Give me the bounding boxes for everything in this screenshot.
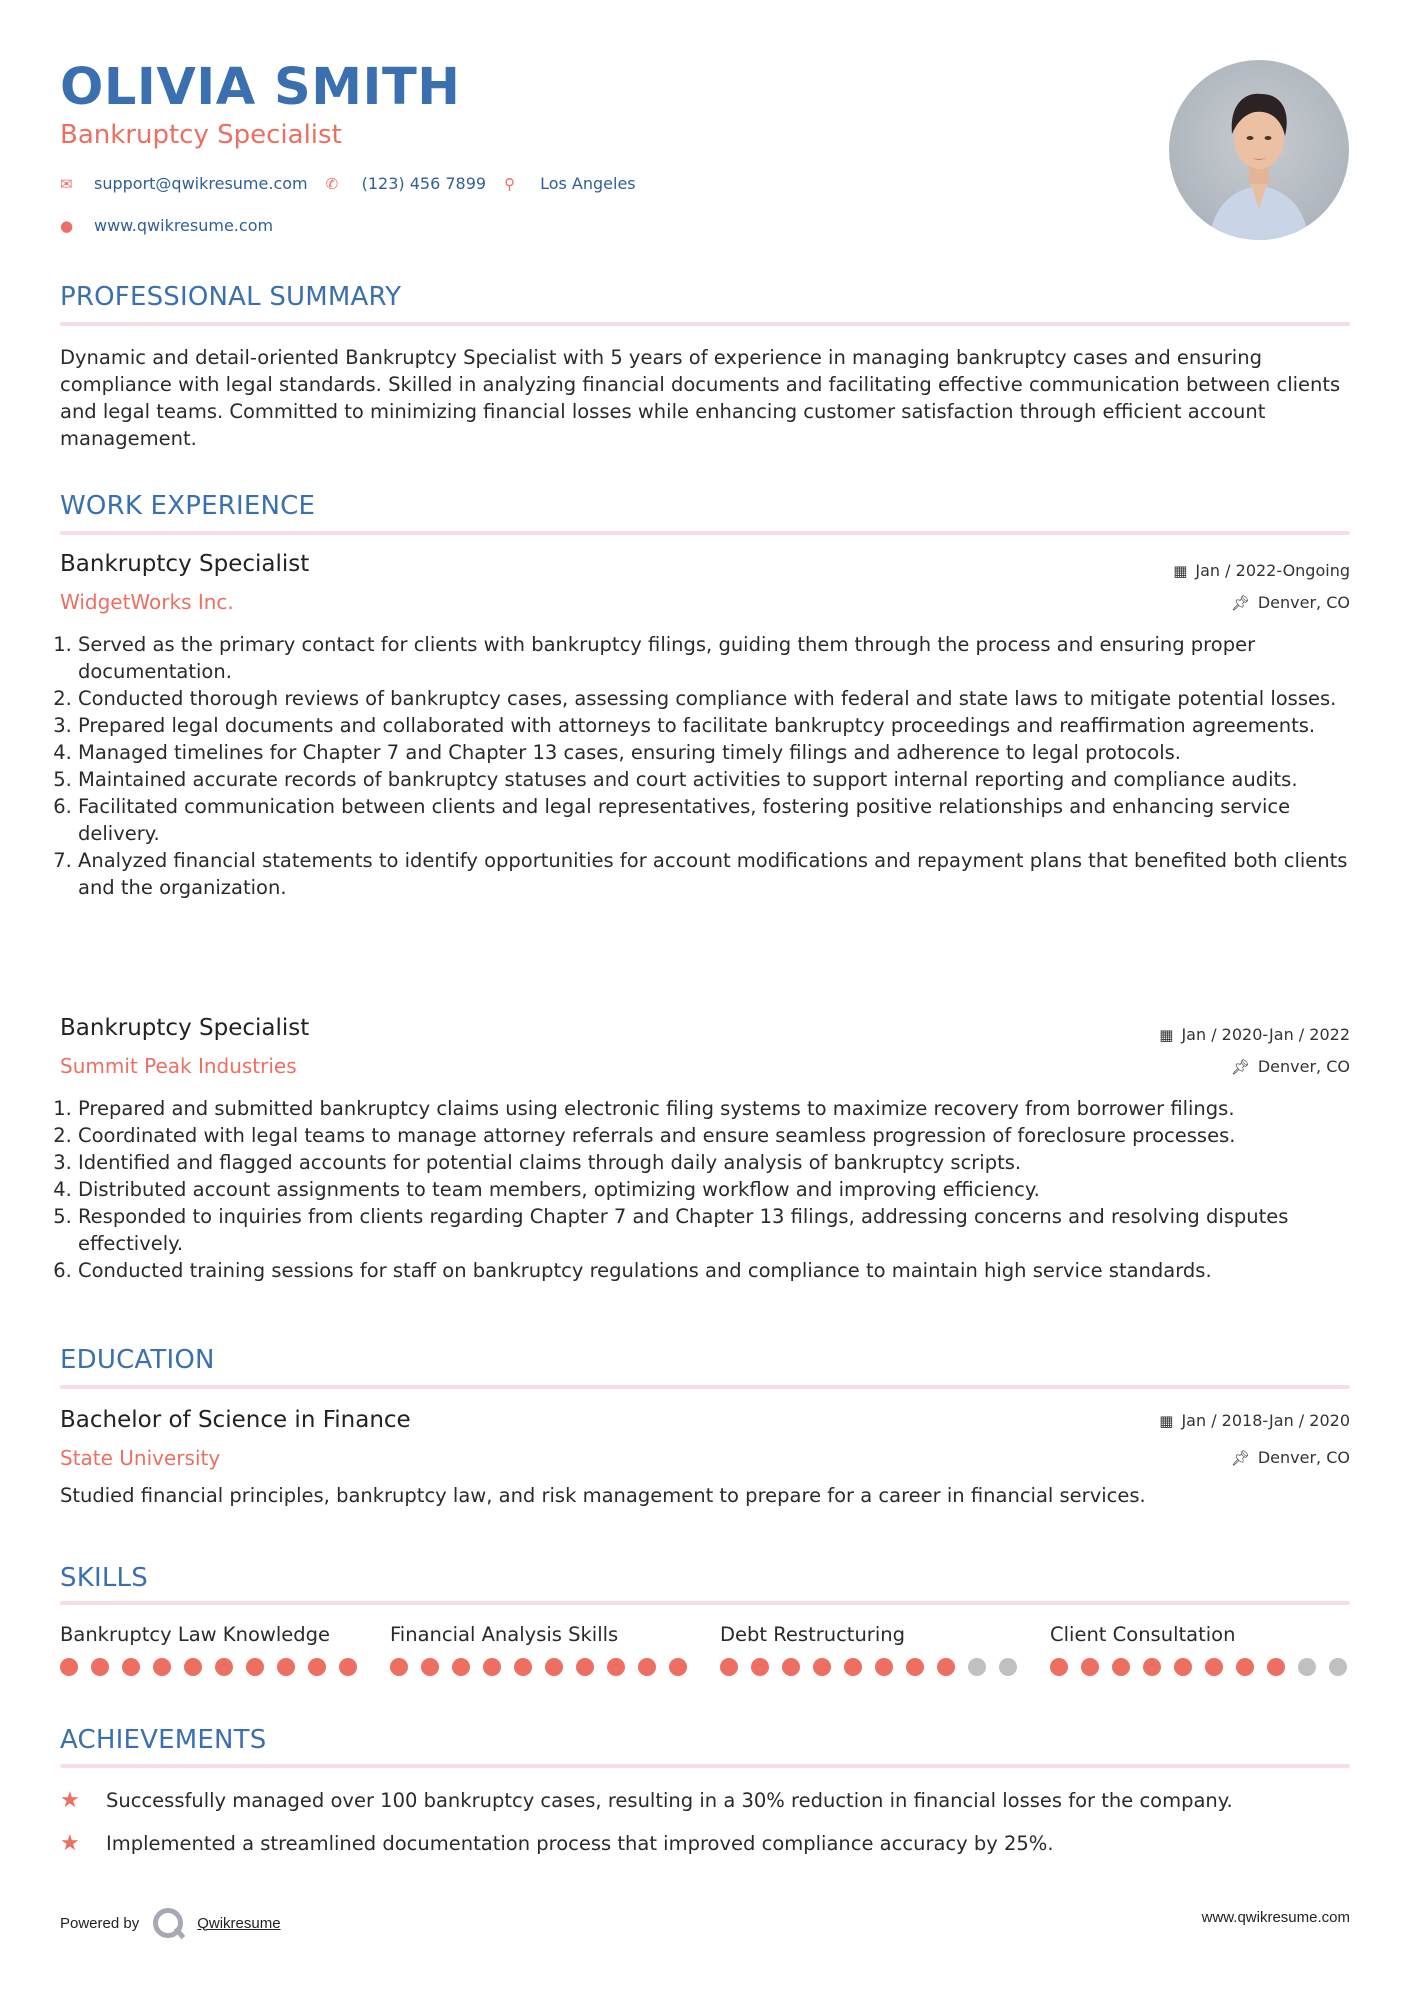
candidate-title: Bankruptcy Specialist bbox=[60, 120, 342, 150]
bullet-item: 3. Prepared legal documents and collaborated with attorneys to facilitate bankruptcy proceedings and reaffirmation agreements. bbox=[78, 712, 1373, 739]
skill-item bbox=[1050, 1623, 1350, 1676]
job-location bbox=[1231, 1057, 1350, 1076]
skill-item bbox=[720, 1623, 1020, 1676]
job-location-text: Denver, CO bbox=[1257, 1057, 1350, 1076]
bullet-item: 6. Conducted training sessions for staff on bankruptcy regulations and compliance to maintain high service standards. bbox=[78, 1257, 1373, 1284]
rating-dot-filled bbox=[576, 1658, 594, 1676]
rating-dot-filled bbox=[215, 1658, 233, 1676]
rating-dot-empty bbox=[1298, 1658, 1316, 1676]
section-divider bbox=[60, 1764, 1350, 1768]
rating-dot-filled bbox=[937, 1658, 955, 1676]
calendar-icon: ▦ bbox=[1173, 561, 1188, 580]
rating-dot-filled bbox=[875, 1658, 893, 1676]
bullet-item: 2. Coordinated with legal teams to manage attorney referrals and ensure seamless progression of foreclosure processes. bbox=[78, 1122, 1373, 1149]
rating-dot-filled bbox=[153, 1658, 171, 1676]
education-dates bbox=[1159, 1411, 1350, 1430]
achievement-item bbox=[60, 1831, 1054, 1856]
rating-dot-filled bbox=[122, 1658, 140, 1676]
footer-site[interactable]: www.qwikresume.com bbox=[1201, 1909, 1350, 1926]
skill-item bbox=[60, 1623, 360, 1676]
section-divider bbox=[60, 1385, 1350, 1389]
rating-dot-filled bbox=[421, 1658, 439, 1676]
bullet-item: 5. Responded to inquiries from clients regarding Chapter 7 and Chapter 13 filings, addressing concerns and resolving disputes effectively. bbox=[78, 1203, 1373, 1257]
qwikresume-logo-icon bbox=[153, 1908, 183, 1938]
rating-dot-filled bbox=[1050, 1658, 1068, 1676]
achievement-text: Implemented a streamlined documentation process that improved compliance accuracy by 25%. bbox=[106, 1832, 1054, 1855]
job-dates-text: Jan / 2020-Jan / 2022 bbox=[1181, 1025, 1350, 1044]
rating-dot-filled bbox=[308, 1658, 326, 1676]
job-location-text: Denver, CO bbox=[1257, 593, 1350, 612]
rating-dot-filled bbox=[638, 1658, 656, 1676]
rating-dot-filled bbox=[751, 1658, 769, 1676]
skill-item bbox=[390, 1623, 690, 1676]
skill-label: Financial Analysis Skills bbox=[390, 1623, 619, 1646]
skill-rating bbox=[60, 1658, 360, 1676]
location-text: Los Angeles bbox=[540, 174, 636, 193]
skill-rating bbox=[390, 1658, 690, 1676]
rating-dot-filled bbox=[1267, 1658, 1285, 1676]
rating-dot-filled bbox=[813, 1658, 831, 1676]
rating-dot-filled bbox=[277, 1658, 295, 1676]
rating-dot-filled bbox=[669, 1658, 687, 1676]
section-heading-experience: WORK EXPERIENCE bbox=[60, 491, 316, 521]
website-row bbox=[60, 216, 273, 235]
pushpin-icon: 📌︎ bbox=[1230, 1448, 1250, 1467]
section-divider bbox=[60, 531, 1350, 535]
skill-label: Debt Restructuring bbox=[720, 1623, 905, 1646]
phone-icon: ✆ bbox=[325, 174, 339, 193]
rating-dot-empty bbox=[968, 1658, 986, 1676]
rating-dot-filled bbox=[1205, 1658, 1223, 1676]
star-icon: ★ bbox=[60, 1788, 80, 1813]
skill-rating bbox=[1050, 1658, 1350, 1676]
job-dates-text: Jan / 2022-Ongoing bbox=[1195, 561, 1350, 580]
rating-dot-filled bbox=[452, 1658, 470, 1676]
rating-dot-filled bbox=[782, 1658, 800, 1676]
job-title: Bankruptcy Specialist bbox=[60, 551, 310, 577]
powered-by-label: Powered by bbox=[60, 1914, 140, 1932]
education-location bbox=[1231, 1448, 1350, 1467]
company-name: WidgetWorks Inc. bbox=[60, 590, 234, 614]
company-name: Summit Peak Industries bbox=[60, 1054, 297, 1078]
bullet-item: 1. Prepared and submitted bankruptcy claims using electronic filing systems to maximize recovery from borrower filings. bbox=[78, 1095, 1373, 1122]
rating-dot-filled bbox=[844, 1658, 862, 1676]
section-heading-education: EDUCATION bbox=[60, 1345, 215, 1375]
job-bullets bbox=[60, 1095, 1373, 1284]
section-divider bbox=[60, 1601, 1350, 1605]
school-name: State University bbox=[60, 1446, 221, 1470]
job-dates bbox=[1173, 561, 1350, 580]
skills-grid bbox=[60, 1623, 1350, 1676]
rating-dot-filled bbox=[1174, 1658, 1192, 1676]
job-title: Bankruptcy Specialist bbox=[60, 1015, 310, 1041]
rating-dot-filled bbox=[184, 1658, 202, 1676]
rating-dot-empty bbox=[1329, 1658, 1347, 1676]
skill-label: Bankruptcy Law Knowledge bbox=[60, 1623, 330, 1646]
job-location bbox=[1231, 593, 1350, 612]
section-divider bbox=[60, 322, 1350, 326]
section-heading-summary: PROFESSIONAL SUMMARY bbox=[60, 282, 402, 312]
bullet-item: 1. Served as the primary contact for clients with bankruptcy filings, guiding them through the process and ensuring proper documentation. bbox=[78, 631, 1373, 685]
bullet-item: 3. Identified and flagged accounts for potential claims through daily analysis of bankruptcy scripts. bbox=[78, 1149, 1373, 1176]
footer-powered-by bbox=[60, 1908, 281, 1938]
star-icon: ★ bbox=[60, 1831, 80, 1856]
portrait-illustration bbox=[1169, 60, 1349, 240]
calendar-icon: ▦ bbox=[1159, 1025, 1174, 1044]
bullet-item: 4. Distributed account assignments to team members, optimizing workflow and improving efficiency. bbox=[78, 1176, 1373, 1203]
qwikresume-link[interactable]: Qwikresume bbox=[197, 1914, 281, 1932]
rating-dot-filled bbox=[514, 1658, 532, 1676]
rating-dot-filled bbox=[339, 1658, 357, 1676]
rating-dot-filled bbox=[1236, 1658, 1254, 1676]
bullet-item: 2. Conducted thorough reviews of bankruptcy cases, assessing compliance with federal and state laws to mitigate potential losses. bbox=[78, 685, 1373, 712]
summary-text: Dynamic and detail-oriented Bankruptcy Specialist with 5 years of experience in managing bankruptcy cases and ensuring compliance with legal standards. Skilled in analyzing financial documents and facilitating effective communication between clients and legal teams. Committed to minimizing financial losses while enhancing customer satisfaction through efficient account management. bbox=[60, 346, 1341, 450]
job-bullets bbox=[60, 631, 1373, 901]
rating-dot-filled bbox=[720, 1658, 738, 1676]
skill-rating bbox=[720, 1658, 1020, 1676]
envelope-icon: ✉ bbox=[60, 174, 73, 193]
profile-photo bbox=[1169, 60, 1349, 240]
candidate-name: OLIVIA SMITH bbox=[60, 58, 461, 117]
rating-dot-filled bbox=[60, 1658, 78, 1676]
rating-dot-filled bbox=[1112, 1658, 1130, 1676]
phone-text: (123) 456 7899 bbox=[361, 174, 487, 193]
education-location-text: Denver, CO bbox=[1257, 1448, 1350, 1467]
rating-dot-filled bbox=[91, 1658, 109, 1676]
rating-dot-filled bbox=[246, 1658, 264, 1676]
job-dates bbox=[1159, 1025, 1350, 1044]
rating-dot-filled bbox=[607, 1658, 625, 1676]
rating-dot-filled bbox=[390, 1658, 408, 1676]
rating-dot-filled bbox=[906, 1658, 924, 1676]
degree-title: Bachelor of Science in Finance bbox=[60, 1407, 411, 1433]
bullet-item: 6. Facilitated communication between clients and legal representatives, fostering positive relationships and enhancing service delivery. bbox=[78, 793, 1373, 847]
calendar-icon: ▦ bbox=[1159, 1411, 1174, 1430]
achievement-item bbox=[60, 1788, 1233, 1813]
map-pin-icon: ⚲ bbox=[504, 174, 516, 193]
bullet-item: 4. Managed timelines for Chapter 7 and Chapter 13 cases, ensuring timely filings and adherence to legal protocols. bbox=[78, 739, 1373, 766]
rating-dot-filled bbox=[483, 1658, 501, 1676]
email-link[interactable]: support@qwikresume.com bbox=[94, 174, 308, 193]
rating-dot-empty bbox=[999, 1658, 1017, 1676]
achievement-text: Successfully managed over 100 bankruptcy cases, resulting in a 30% reduction in financial losses for the company. bbox=[106, 1789, 1233, 1812]
bullet-item: 5. Maintained accurate records of bankruptcy statuses and court activities to support internal reporting and compliance audits. bbox=[78, 766, 1373, 793]
website-link[interactable]: www.qwikresume.com bbox=[94, 216, 274, 235]
section-heading-achievements: ACHIEVEMENTS bbox=[60, 1725, 267, 1755]
rating-dot-filled bbox=[545, 1658, 563, 1676]
pushpin-icon: 📌︎ bbox=[1230, 593, 1250, 612]
pushpin-icon: 📌︎ bbox=[1230, 1057, 1250, 1076]
education-description: Studied financial principles, bankruptcy law, and risk management to prepare for a career in financial services. bbox=[60, 1484, 1146, 1507]
globe-icon: ● bbox=[60, 216, 74, 235]
contact-row bbox=[60, 174, 636, 193]
education-dates-text: Jan / 2018-Jan / 2020 bbox=[1181, 1411, 1350, 1430]
rating-dot-filled bbox=[1143, 1658, 1161, 1676]
skill-label: Client Consultation bbox=[1050, 1623, 1236, 1646]
rating-dot-filled bbox=[1081, 1658, 1099, 1676]
bullet-item: 7. Analyzed financial statements to identify opportunities for account modifications and repayment plans that benefited both clients and the organization. bbox=[78, 847, 1373, 901]
section-heading-skills: SKILLS bbox=[60, 1563, 148, 1593]
